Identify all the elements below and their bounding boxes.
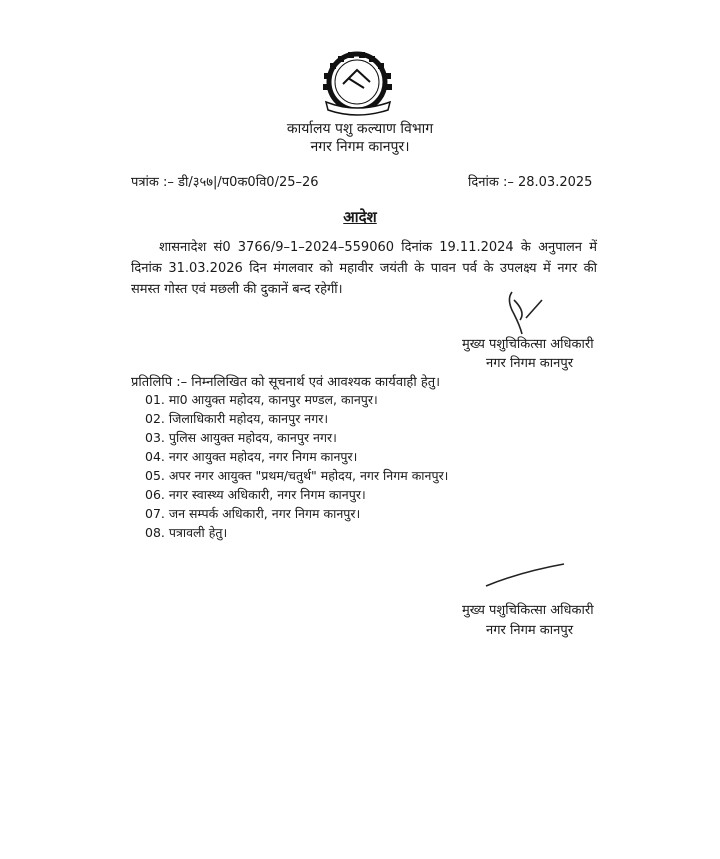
- copy-item: 07. जन सम्पर्क अधिकारी, नगर निगम कानपुर।: [145, 506, 361, 521]
- office-name: कार्यालय पशु कल्याण विभाग: [286, 121, 434, 137]
- municipal-emblem-logo: [318, 50, 398, 118]
- copy-item: 02. जिलाधिकारी महोदय, कानपुर नगर।: [145, 411, 329, 426]
- copy-item: 04. नगर आयुक्त महोदय, नगर निगम कानपुर।: [145, 449, 358, 464]
- signatory-1-designation: मुख्य पशुचिकित्सा अधिकारी: [462, 337, 594, 352]
- signatory-2-designation: मुख्य पशुचिकित्सा अधिकारी: [462, 603, 594, 618]
- signatory-1-org: नगर निगम कानपुर: [486, 356, 574, 371]
- copy-item: 01. मा0 आयुक्त महोदय, कानपुर मण्डल, कानपुर।: [145, 392, 378, 407]
- letter-number: पत्रांक :– डी/३५७|/प0क0वि0/25–26: [131, 175, 319, 190]
- copy-item: 03. पुलिस आयुक्त महोदय, कानपुर नगर।: [145, 430, 337, 445]
- letter-date: दिनांक :– 28.03.2025: [468, 175, 593, 190]
- copy-heading: प्रतिलिपि :– निम्नलिखित को सूचनार्थ एवं आवश्यक कार्यवाही हेतु।: [131, 375, 441, 390]
- signature-1: [500, 290, 550, 340]
- copy-item: 05. अपर नगर आयुक्त "प्रथम/चतुर्थ" महोदय, नगर निगम कानपुर।: [145, 468, 449, 483]
- organization-name: नगर निगम कानपुर।: [310, 139, 410, 155]
- signature-2: [480, 560, 570, 590]
- copy-item: 08. पत्रावली हेतु।: [145, 525, 228, 540]
- copy-item: 06. नगर स्वास्थ्य अधिकारी, नगर निगम कानपुर।: [145, 487, 366, 502]
- document-title: आदेश: [343, 208, 377, 226]
- signatory-2-org: नगर निगम कानपुर: [486, 623, 574, 638]
- order-body: शासनादेश सं0 3766/9–1–2024–559060 दिनांक 19.11.2024 के अनुपालन में दिनांक 31.03.2026 दिन मंगलवार को महावीर जयंती के पावन पर्व के उपलक्ष्य में नगर की समस्त गोस्त एवं मछली की दुकानें बन्द रहेगीं।: [131, 240, 597, 297]
